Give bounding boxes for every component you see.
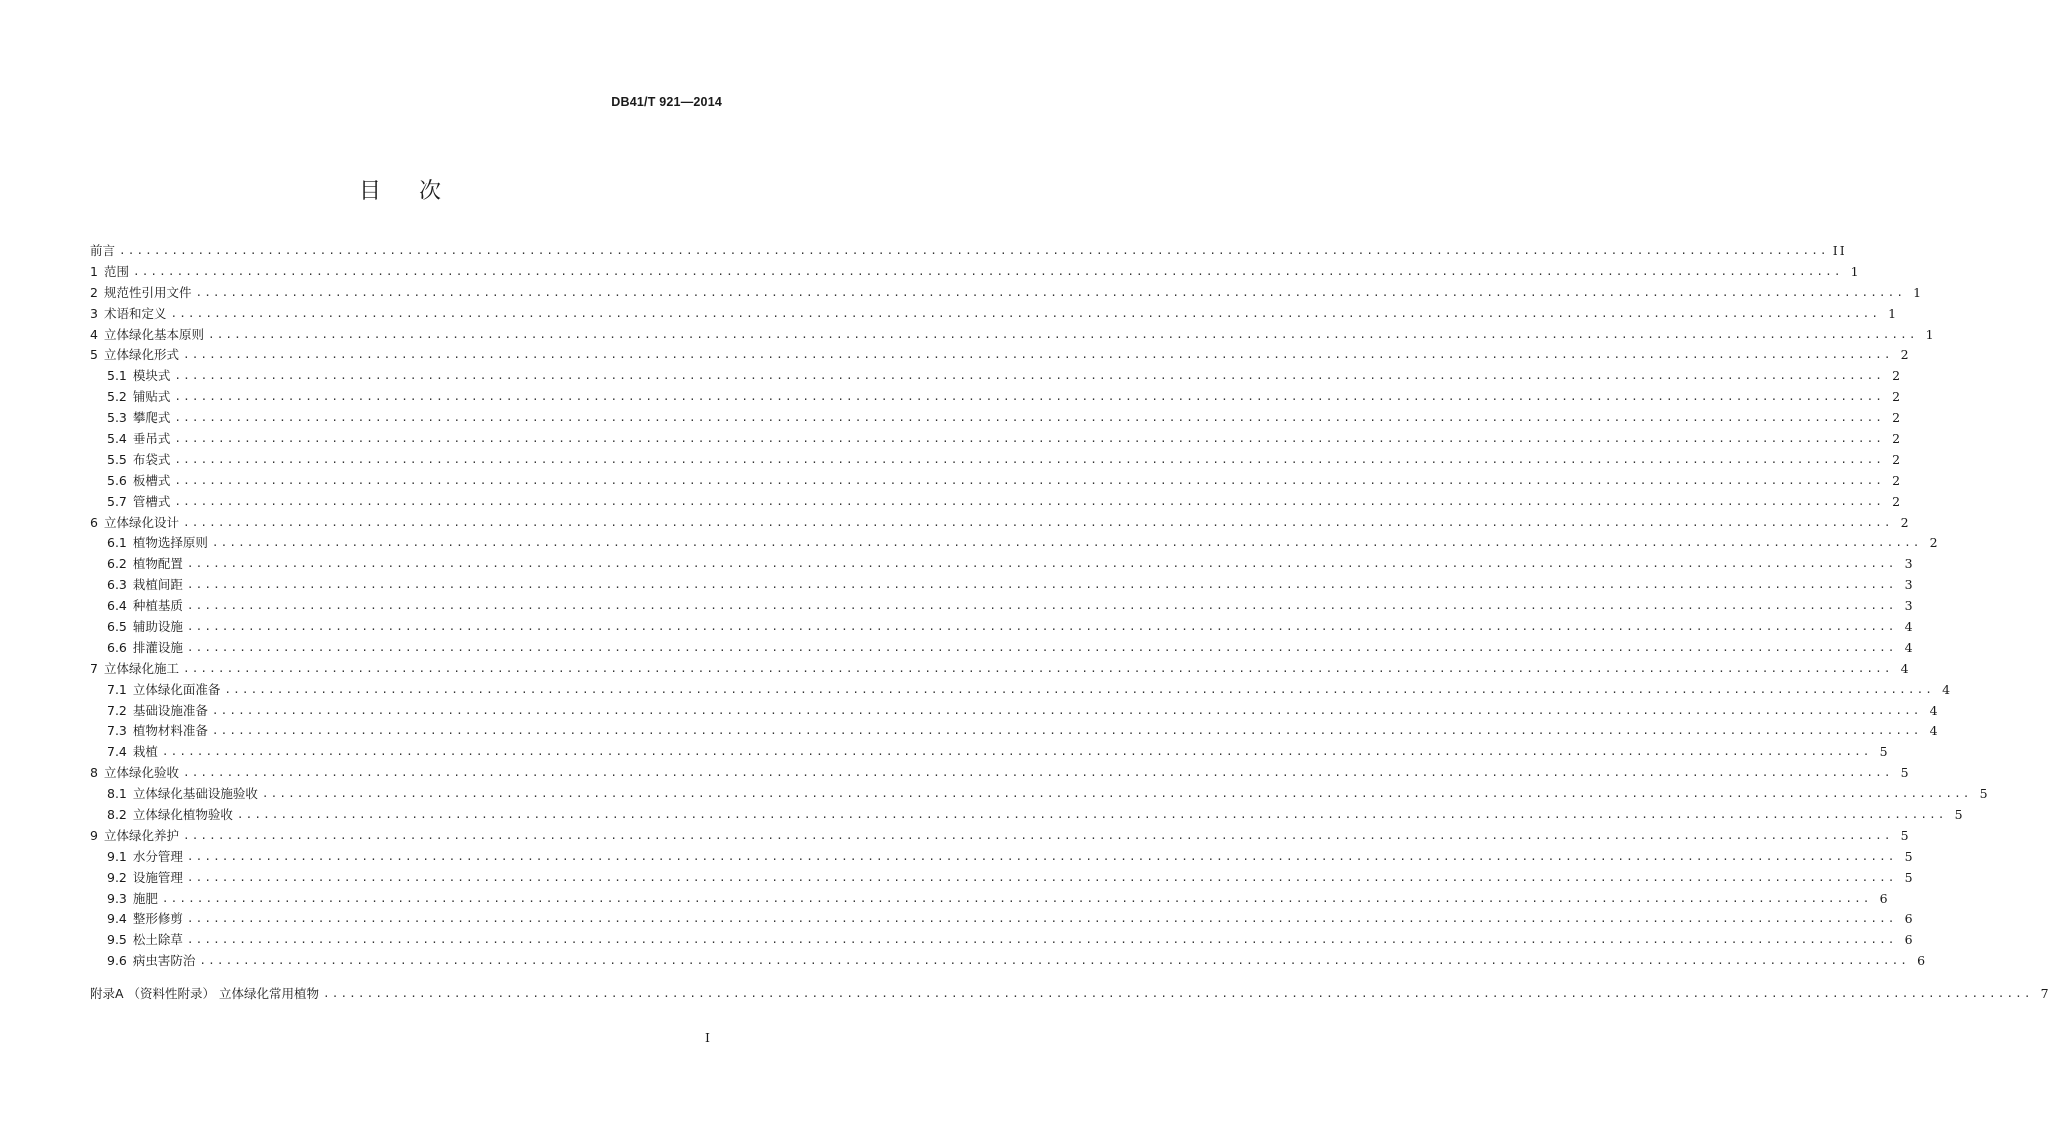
toc-entry-number: 7.3 bbox=[107, 723, 127, 739]
toc-leader-dots bbox=[183, 513, 1893, 534]
toc-entry-title: 辅助设施 bbox=[132, 619, 183, 635]
toc-entry-number: 5.3 bbox=[107, 410, 127, 426]
toc-entry-page: 2 bbox=[1892, 368, 1903, 384]
toc-entry-title: 种植基质 bbox=[132, 598, 183, 614]
toc-entry-number: 9.1 bbox=[107, 848, 127, 864]
toc-entry-page: 2 bbox=[1892, 389, 1903, 405]
page-number: I bbox=[705, 1030, 710, 1045]
toc-entry-title: 攀爬式 bbox=[132, 410, 171, 426]
toc-entry[interactable] bbox=[90, 889, 1890, 910]
toc-entry[interactable] bbox=[90, 638, 1915, 659]
toc-entry[interactable] bbox=[90, 408, 1903, 429]
toc-entry-number: 6.2 bbox=[107, 556, 127, 572]
toc-entry-page: 6 bbox=[1917, 953, 1928, 969]
toc-entry-title: 病虫害防治 bbox=[132, 953, 196, 969]
document-code: DB41/T 921—2014 bbox=[611, 95, 722, 109]
toc-entry[interactable] bbox=[90, 575, 1915, 596]
toc-entry-page: 2 bbox=[1892, 493, 1903, 509]
toc-entry-number: 5.6 bbox=[107, 472, 127, 488]
toc-entry-title: 垂吊式 bbox=[132, 431, 171, 446]
toc-entry-title: 规范性引用文件 bbox=[103, 284, 192, 300]
toc-entry-page: 4 bbox=[1900, 660, 1911, 676]
toc-leader-dots bbox=[170, 304, 1880, 325]
toc-entry-number: 9.4 bbox=[107, 911, 127, 927]
toc-entry-number: 7.1 bbox=[107, 681, 127, 697]
toc-entry-page: 4 bbox=[1904, 639, 1915, 655]
toc-leader-dots bbox=[237, 805, 1947, 826]
page-title bbox=[0, 174, 800, 205]
toc-entry-title: 立体绿化植物验收 bbox=[132, 807, 233, 823]
toc-entry-title: 植物配置 bbox=[132, 556, 183, 572]
toc-entry[interactable] bbox=[90, 429, 1903, 450]
toc-leader-dots bbox=[162, 742, 1872, 763]
toc-entry-title: 松土除草 bbox=[132, 932, 183, 948]
toc-leader-dots bbox=[187, 930, 1897, 951]
toc-entry-page: 6 bbox=[1904, 932, 1915, 948]
toc-entry-number: 9.6 bbox=[107, 953, 127, 969]
toc-leader-dots bbox=[212, 533, 1922, 554]
toc-entry-page: 2 bbox=[1892, 451, 1903, 467]
toc-leader-dots bbox=[133, 262, 1843, 283]
toc-entry-title: 立体绿化验收 bbox=[103, 765, 179, 781]
toc-entry-number: 5.1 bbox=[107, 368, 127, 384]
toc-leader-dots bbox=[195, 283, 1905, 304]
toc-entry-number: 9.5 bbox=[107, 932, 127, 948]
toc-entry-page: 2 bbox=[1900, 514, 1911, 530]
toc-entry[interactable] bbox=[90, 241, 1847, 262]
toc-entry[interactable] bbox=[90, 984, 2051, 1005]
toc-entry-title: 布袋式 bbox=[132, 451, 171, 467]
toc-entry-page: 5 bbox=[1900, 827, 1911, 843]
toc-leader-dots bbox=[183, 826, 1893, 847]
toc-entry[interactable] bbox=[90, 763, 1911, 784]
toc-entry-title: 植物选择原则 bbox=[132, 535, 208, 551]
toc-entry-title: 整形修剪 bbox=[132, 911, 183, 927]
toc-entry[interactable] bbox=[90, 492, 1903, 513]
toc-entry[interactable] bbox=[90, 304, 1899, 325]
toc-entry-number: 1 bbox=[90, 263, 98, 279]
toc-entry-page: 2 bbox=[1892, 431, 1903, 446]
toc-entry[interactable] bbox=[90, 826, 1911, 847]
toc-entry[interactable] bbox=[90, 721, 1940, 742]
toc-entry-title: 立体绿化基础设施验收 bbox=[132, 786, 258, 802]
toc-entry-number: 3 bbox=[90, 305, 98, 321]
toc-entry-title: 栽植 bbox=[132, 744, 158, 760]
toc-entry-page: 3 bbox=[1904, 556, 1915, 572]
toc-entry-number: 5.2 bbox=[107, 389, 127, 405]
toc-entry[interactable] bbox=[90, 784, 1990, 805]
toc-entry-title: 术语和定义 bbox=[103, 305, 167, 321]
toc-entry-number: 6.4 bbox=[107, 598, 127, 614]
toc-entry[interactable] bbox=[90, 930, 1915, 951]
toc-leader-dots bbox=[183, 659, 1893, 680]
toc-leader-dots bbox=[212, 721, 1922, 742]
toc-leader-dots bbox=[187, 617, 1897, 638]
toc-entry-number: 9 bbox=[90, 827, 98, 843]
toc-entry[interactable] bbox=[90, 742, 1890, 763]
toc-entry-page: 1 bbox=[1888, 305, 1899, 321]
toc-leader-dots bbox=[212, 701, 1922, 722]
toc-leader-dots bbox=[119, 241, 1829, 262]
toc-leader-dots bbox=[174, 408, 1884, 429]
toc-entry-page: 4 bbox=[1929, 702, 1940, 718]
toc-entry-page: 3 bbox=[1904, 598, 1915, 614]
toc-entry-page: 1 bbox=[1913, 284, 1924, 300]
toc-entry-number: 9.3 bbox=[107, 890, 127, 906]
toc-entry-number: 7.4 bbox=[107, 744, 127, 760]
title-char-2: 次 bbox=[419, 179, 442, 204]
toc-entry[interactable] bbox=[90, 450, 1903, 471]
toc-entry[interactable] bbox=[90, 659, 1911, 680]
toc-entry-title: 水分管理 bbox=[132, 848, 183, 864]
toc-entry-page: 6 bbox=[1904, 911, 1915, 927]
toc-entry-page: 7 bbox=[2040, 986, 2051, 1002]
toc-entry-number: 5.5 bbox=[107, 451, 127, 467]
toc-leader-dots bbox=[187, 596, 1897, 617]
toc-entry-page: 5 bbox=[1954, 807, 1965, 823]
toc-entry-page: 5 bbox=[1979, 786, 1990, 802]
toc-entry-number: 9.2 bbox=[107, 869, 127, 885]
toc-entry-page: 2 bbox=[1929, 535, 1940, 551]
toc-entry-title: 附录A （资料性附录） 立体绿化常用植物 bbox=[90, 986, 319, 1002]
toc-entry-number: 7 bbox=[90, 660, 98, 676]
toc-entry[interactable] bbox=[90, 701, 1940, 722]
toc-leader-dots bbox=[174, 492, 1884, 513]
toc-entry-number: 6 bbox=[90, 514, 98, 530]
toc-leader-dots bbox=[224, 680, 1934, 701]
toc-entry-page: 5 bbox=[1900, 765, 1911, 781]
toc-entry-number: 4 bbox=[90, 326, 98, 342]
toc-entry[interactable] bbox=[90, 805, 1965, 826]
toc-leader-dots bbox=[174, 471, 1884, 492]
toc-entry-title: 立体绿化基本原则 bbox=[103, 326, 204, 342]
toc-entry-number: 6.5 bbox=[107, 619, 127, 635]
toc-entry-page: 1 bbox=[1925, 326, 1936, 342]
toc-entry-title: 植物材料准备 bbox=[132, 723, 208, 739]
toc-leader-dots bbox=[174, 366, 1884, 387]
toc-entry-title: 模块式 bbox=[132, 368, 171, 384]
toc-entry-page: 4 bbox=[1929, 723, 1940, 739]
toc-entry[interactable] bbox=[90, 847, 1915, 868]
toc-entry-title: 基础设施准备 bbox=[132, 702, 208, 718]
toc-entry-page: 1 bbox=[1850, 263, 1861, 279]
toc-entry-number: 8.2 bbox=[107, 807, 127, 823]
toc-entry-page: 2 bbox=[1900, 347, 1911, 363]
table-of-contents bbox=[90, 241, 2051, 1005]
toc-entry-title: 管槽式 bbox=[132, 493, 171, 509]
toc-entry-title: 立体绿化面准备 bbox=[132, 681, 221, 697]
toc-entry[interactable] bbox=[90, 910, 1915, 931]
toc-entry[interactable] bbox=[90, 325, 1936, 346]
toc-entry[interactable] bbox=[90, 471, 1903, 492]
toc-leader-dots bbox=[187, 868, 1897, 889]
toc-entry-page: II bbox=[1832, 242, 1847, 258]
toc-leader-dots bbox=[187, 909, 1897, 930]
toc-entry-number: 6.6 bbox=[107, 639, 127, 655]
toc-leader-dots bbox=[323, 984, 2033, 1005]
toc-entry-number: 5.7 bbox=[107, 493, 127, 509]
toc-entry-number: 5 bbox=[90, 347, 98, 363]
toc-entry-number: 2 bbox=[90, 284, 98, 300]
toc-entry[interactable] bbox=[90, 366, 1903, 387]
toc-entry-title: 施肥 bbox=[132, 890, 158, 906]
toc-entry-title: 范围 bbox=[103, 263, 129, 279]
toc-entry-page: 6 bbox=[1879, 890, 1890, 906]
toc-entry-title: 前言 bbox=[90, 242, 116, 258]
toc-leader-dots bbox=[183, 763, 1893, 784]
toc-leader-dots bbox=[262, 784, 1972, 805]
toc-entry[interactable] bbox=[90, 387, 1903, 408]
toc-leader-dots bbox=[174, 429, 1884, 450]
toc-entry-title: 立体绿化设计 bbox=[103, 514, 179, 530]
toc-entry[interactable] bbox=[90, 617, 1915, 638]
toc-entry[interactable] bbox=[90, 345, 1911, 366]
toc-entry[interactable] bbox=[90, 596, 1915, 617]
toc-entry-title: 立体绿化形式 bbox=[103, 347, 179, 363]
toc-leader-dots bbox=[187, 638, 1897, 659]
toc-leader-dots bbox=[208, 325, 1918, 346]
toc-entry-page: 2 bbox=[1892, 472, 1903, 488]
toc-leader-dots bbox=[187, 575, 1897, 596]
toc-entry-page: 5 bbox=[1879, 744, 1890, 760]
toc-entry-number: 6.1 bbox=[107, 535, 127, 551]
toc-leader-dots bbox=[174, 387, 1884, 408]
toc-entry-title: 立体绿化施工 bbox=[103, 660, 179, 676]
toc-leader-dots bbox=[162, 889, 1872, 910]
toc-entry-page: 5 bbox=[1904, 848, 1915, 864]
toc-entry[interactable] bbox=[90, 513, 1911, 534]
toc-leader-dots bbox=[199, 951, 1909, 972]
toc-entry-number: 8.1 bbox=[107, 786, 127, 802]
toc-entry-title: 设施管理 bbox=[132, 869, 183, 885]
toc-entry-title: 铺贴式 bbox=[132, 389, 171, 405]
toc-entry-title: 排灌设施 bbox=[132, 639, 183, 655]
toc-entry-title: 栽植间距 bbox=[132, 577, 183, 593]
toc-entry[interactable] bbox=[90, 533, 1940, 554]
toc-leader-dots bbox=[183, 345, 1893, 366]
toc-entry-page: 4 bbox=[1942, 681, 1953, 697]
toc-entry-number: 5.4 bbox=[107, 431, 127, 446]
toc-entry[interactable] bbox=[90, 680, 1953, 701]
toc-entry[interactable] bbox=[90, 262, 1861, 283]
toc-entry-title: 立体绿化养护 bbox=[103, 827, 179, 843]
toc-entry-page: 4 bbox=[1904, 619, 1915, 635]
toc-entry-number: 8 bbox=[90, 765, 98, 781]
toc-entry-page: 2 bbox=[1892, 410, 1903, 426]
title-char-1: 目 bbox=[358, 179, 381, 204]
toc-entry-title: 板槽式 bbox=[132, 472, 171, 488]
toc-entry-number: 6.3 bbox=[107, 577, 127, 593]
toc-entry-page: 5 bbox=[1904, 869, 1915, 885]
toc-leader-dots bbox=[174, 450, 1884, 471]
toc-leader-dots bbox=[187, 847, 1897, 868]
toc-leader-dots bbox=[187, 554, 1897, 575]
toc-entry[interactable] bbox=[90, 868, 1915, 889]
toc-entry[interactable] bbox=[90, 951, 1928, 972]
toc-entry[interactable] bbox=[90, 283, 1924, 304]
toc-entry[interactable] bbox=[90, 554, 1915, 575]
toc-entry-page: 3 bbox=[1904, 577, 1915, 593]
toc-entry-number: 7.2 bbox=[107, 702, 127, 718]
